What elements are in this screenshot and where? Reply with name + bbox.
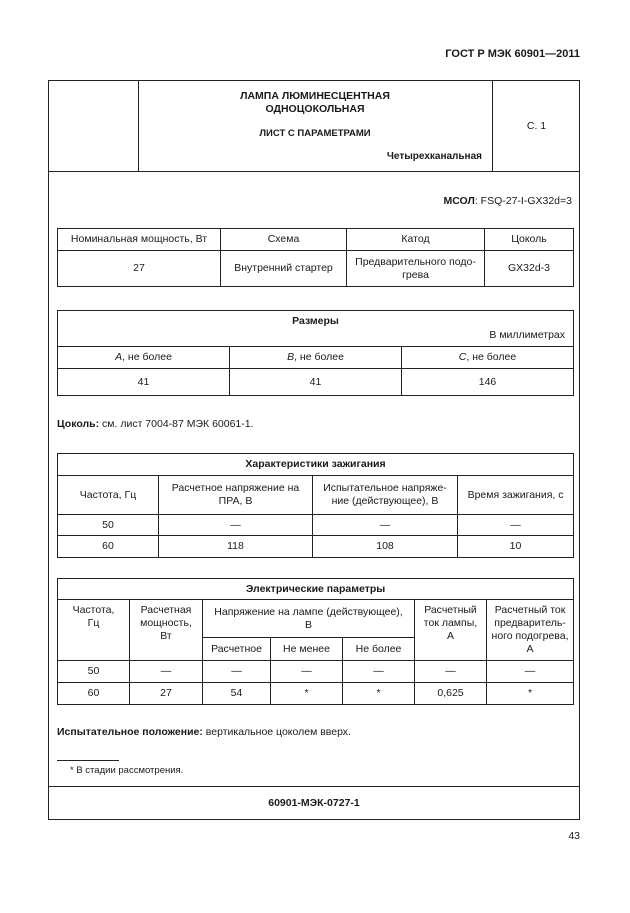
- sheet-frame: [48, 80, 580, 820]
- lamp-variant: Четырехканальная: [386, 151, 482, 162]
- dimensions-units: В миллиметрах: [489, 329, 565, 341]
- lamp-title-line1: ЛАМПА ЛЮМИНЕСЦЕНТНАЯ: [240, 90, 390, 102]
- ignition-cell: 60: [58, 536, 159, 558]
- ignition-header-cell: Испытательное напряже- ние (действующее), В: [313, 476, 458, 515]
- electrical-cell: —: [130, 661, 203, 683]
- ignition-cell: —: [159, 515, 313, 536]
- msol-label: МСОЛ: [443, 195, 475, 207]
- msol-designation: [443, 195, 572, 207]
- dimensions-table: [57, 310, 574, 396]
- ignition-header-cell: Частота, Гц: [58, 476, 159, 515]
- dimensions-title: Размеры: [292, 315, 339, 327]
- dimension-header-a: A, не более: [58, 347, 230, 369]
- electrical-cell: —: [415, 661, 487, 683]
- ignition-table: [57, 453, 574, 558]
- electrical-cell: *: [271, 683, 343, 705]
- electrical-header-power: Расчетная мощность, Вт: [130, 600, 203, 661]
- ignition-cell: —: [458, 515, 574, 536]
- bottom-divider: [48, 786, 580, 787]
- general-header-cell: Номинальная мощность, Вт: [58, 229, 221, 251]
- general-header-cell: Цоколь: [485, 229, 574, 251]
- electrical-header-freq: Частота, Гц: [58, 600, 130, 661]
- electrical-cell: 60: [58, 683, 130, 705]
- lamp-title-line2: ОДНОЦОКОЛЬНАЯ: [265, 103, 365, 115]
- sheet-title: ЛИСТ С ПАРАМЕТРАМИ: [259, 128, 371, 139]
- general-cell: Предварительного подо- грева: [347, 251, 485, 287]
- page-number: 43: [568, 830, 580, 842]
- electrical-header-voltage: Напряжение на лампе (действующее), В: [203, 600, 415, 638]
- electrical-cell: —: [203, 661, 271, 683]
- electrical-cell: 54: [203, 683, 271, 705]
- electrical-subheader: Расчетное: [203, 638, 271, 661]
- dimensions-title-cell: [58, 311, 574, 347]
- dimension-value: 41: [230, 369, 402, 396]
- page-label: С. 1: [492, 80, 580, 171]
- electrical-header-current: Расчетный ток лампы, А: [415, 600, 487, 661]
- general-header-cell: Катод: [347, 229, 485, 251]
- ignition-header-cell: Расчетное напряжение на ПРА, В: [159, 476, 313, 515]
- lamp-title: [138, 90, 492, 116]
- general-cell: GX32d-3: [485, 251, 574, 287]
- sheet-header: [48, 80, 580, 172]
- cap-note: Цоколь: см. лист 7004-87 МЭК 60061-1.: [57, 418, 254, 430]
- general-cell: 27: [58, 251, 221, 287]
- footnote: * В стадии рассмотрения.: [70, 765, 184, 776]
- electrical-cell: 50: [58, 661, 130, 683]
- general-cell: Внутренний стартер: [221, 251, 347, 287]
- dimension-header-c: C, не более: [402, 347, 574, 369]
- dimension-header-b: B, не более: [230, 347, 402, 369]
- electrical-subheader: Не менее: [271, 638, 343, 661]
- dimension-value: 41: [58, 369, 230, 396]
- standard-number: ГОСТ Р МЭК 60901—2011: [445, 48, 580, 60]
- electrical-cell: —: [343, 661, 415, 683]
- footnote-divider: [57, 760, 119, 761]
- ignition-cell: 118: [159, 536, 313, 558]
- general-header-cell: Схема: [221, 229, 347, 251]
- electrical-cell: —: [487, 661, 574, 683]
- ignition-cell: 108: [313, 536, 458, 558]
- ignition-cell: 10: [458, 536, 574, 558]
- electrical-subheader: Не более: [343, 638, 415, 661]
- test-position-note: Испытательное положение: вертикальное цоколем вверх.: [57, 726, 351, 738]
- ignition-title: Характеристики зажигания: [58, 454, 574, 476]
- electrical-table: [57, 578, 574, 705]
- electrical-cell: *: [487, 683, 574, 705]
- electrical-cell: *: [343, 683, 415, 705]
- ignition-header-cell: Время зажигания, с: [458, 476, 574, 515]
- electrical-cell: —: [271, 661, 343, 683]
- dimension-value: 146: [402, 369, 574, 396]
- ignition-cell: —: [313, 515, 458, 536]
- header-blank-cell: [48, 80, 139, 171]
- ignition-cell: 50: [58, 515, 159, 536]
- electrical-cell: 0,625: [415, 683, 487, 705]
- electrical-cell: 27: [130, 683, 203, 705]
- electrical-header-preheat: Расчетный ток предваритель- ного подогрева, А: [487, 600, 574, 661]
- msol-value: : FSQ-27-I-GX32d=3: [474, 195, 572, 207]
- sheet-code: 60901-МЭК-0727-1: [268, 797, 360, 809]
- electrical-title: Электрические параметры: [58, 579, 574, 600]
- general-table: [57, 228, 574, 287]
